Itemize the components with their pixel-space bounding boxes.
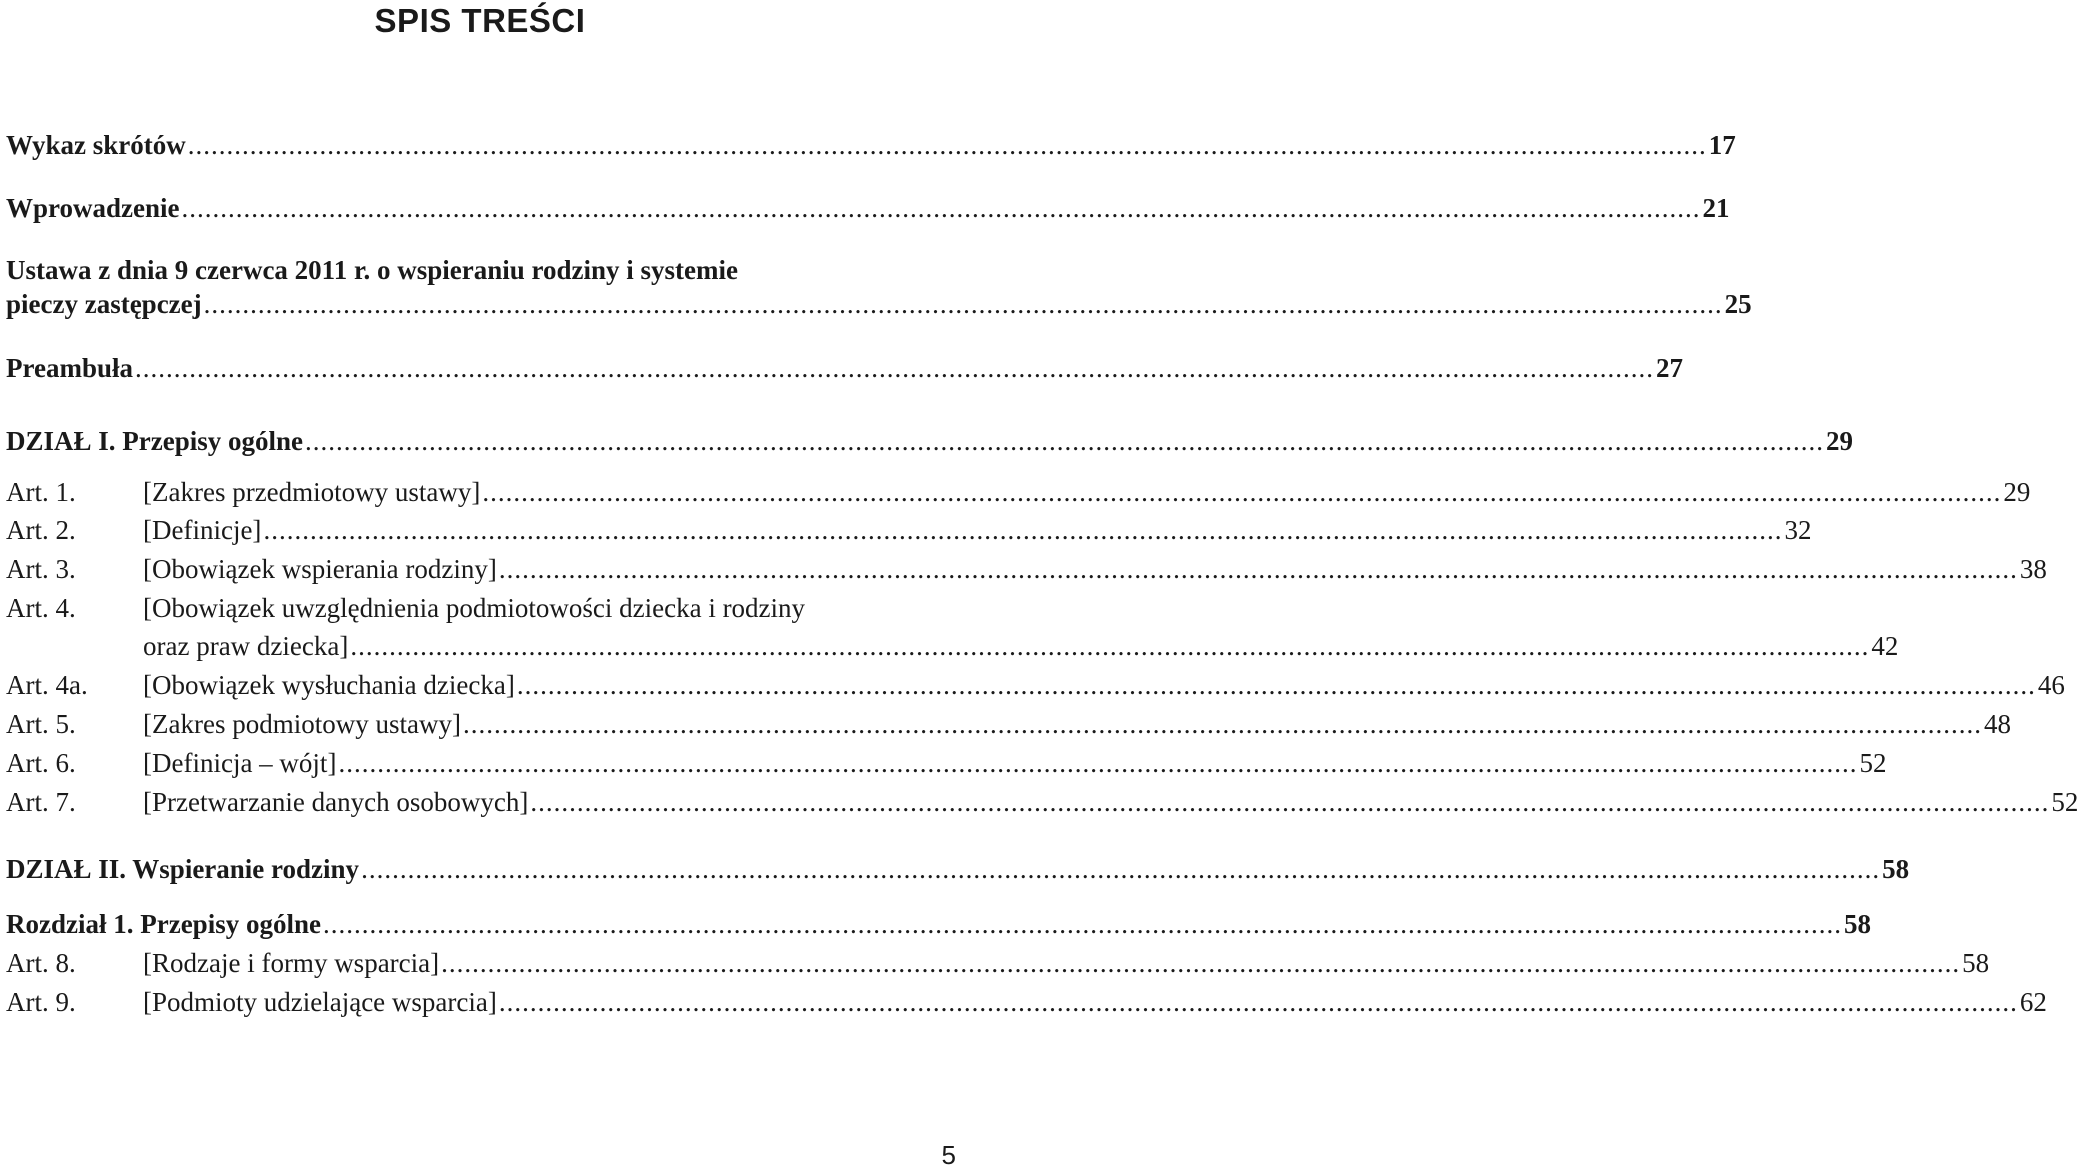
toc-entry[interactable] xyxy=(6,128,1736,162)
toc-entry-page: 52 xyxy=(2051,787,2078,817)
toc-entry-text: oraz praw dziecka] xyxy=(143,631,349,661)
toc-entry[interactable] xyxy=(143,629,1899,663)
toc-entry[interactable] xyxy=(6,907,1871,941)
toc-entry-page: 29 xyxy=(1826,426,1853,456)
toc-entry-text: [Podmioty udzielające wsparcia] xyxy=(143,987,497,1017)
toc-entry[interactable] xyxy=(6,746,1887,780)
toc-entry-text: Wprowadzenie xyxy=(6,193,180,223)
toc-entry-page: 21 xyxy=(1702,193,1730,223)
toc-leader: .................................................................................................................................................................................................... xyxy=(350,631,1870,661)
toc-entry-text: [Rodzaje i formy wsparcia] xyxy=(143,948,440,978)
toc-leader: .................................................................................................................................................................................................... xyxy=(187,130,1707,160)
toc-entry[interactable] xyxy=(6,424,1853,458)
toc-entry-page: 32 xyxy=(1784,515,1812,545)
toc-entry-number: Art. 4. xyxy=(6,593,76,623)
toc-entry-number: Art. 2. xyxy=(6,515,76,545)
toc-entry-text: Rozdział 1. Przepisy ogólne xyxy=(6,909,321,939)
toc-leader: .................................................................................................................................................................................................... xyxy=(498,554,2018,584)
toc-entry-text: pieczy zastępczej xyxy=(6,289,202,319)
toc-leader: .................................................................................................................................................................................................... xyxy=(462,709,1982,739)
toc-leader: .................................................................................................................................................................................................... xyxy=(203,289,1723,319)
toc-leader: .................................................................................................................................................................................................... xyxy=(181,193,1701,223)
page-title: SPIS TREŚCI xyxy=(374,2,586,39)
toc-entry-page: 29 xyxy=(2003,477,2031,507)
toc-entry-number: Art. 3. xyxy=(6,554,76,584)
toc-entry-text: [Definicja – wójt] xyxy=(143,748,337,778)
toc-entry-number: Art. 5. xyxy=(6,709,76,739)
toc-entry-page: 58 xyxy=(1882,854,1910,884)
toc-leader: .................................................................................................................................................................................................... xyxy=(305,426,1824,456)
toc-entry[interactable] xyxy=(6,191,1730,225)
toc-leader: .................................................................................................................................................................................................... xyxy=(361,854,1881,884)
toc-entry-first-line xyxy=(6,591,958,625)
toc-entry-text: [Obowiązek wspierania rodziny] xyxy=(143,554,497,584)
toc-leader: .................................................................................................................................................................................................... xyxy=(135,353,1654,383)
toc-entry-number: Art. 1. xyxy=(6,477,76,507)
toc-entry-number: Art. 6. xyxy=(6,748,76,778)
toc-entry-page: 52 xyxy=(1859,748,1887,778)
toc-leader: .................................................................................................................................................................................................... xyxy=(482,477,2002,507)
toc-entry[interactable] xyxy=(6,668,2065,702)
toc-entry-page: 17 xyxy=(1708,130,1736,160)
toc-leader: .................................................................................................................................................................................................... xyxy=(441,948,1961,978)
toc-entry-text: [Zakres podmiotowy ustawy] xyxy=(143,709,461,739)
toc-entry[interactable] xyxy=(6,852,1910,886)
toc-entry-text-line1: [Obowiązek uwzględnienia podmiotowości dziecka i rodziny xyxy=(143,593,806,623)
toc-entry[interactable] xyxy=(6,785,2078,819)
toc-entry-number: Art. 7. xyxy=(6,787,76,817)
toc-entry-page: 46 xyxy=(2037,670,2065,700)
toc-leader: .................................................................................................................................................................................................... xyxy=(338,748,1858,778)
toc-entry-text: Wykaz skrótów xyxy=(6,130,186,160)
toc-entry-page: 27 xyxy=(1656,353,1683,383)
toc-entry-text: [Zakres przedmiotowy ustawy] xyxy=(143,477,481,507)
toc-entry-text: [Przetwarzanie danych osobowych] xyxy=(143,787,529,817)
toc-entry-text: DZIAŁ I. Przepisy ogólne xyxy=(6,426,303,456)
toc-entry-text: [Definicje] xyxy=(143,515,262,545)
toc-entry-page: 58 xyxy=(1843,909,1871,939)
toc-entry[interactable] xyxy=(6,707,2011,741)
toc-entry-text: [Obowiązek wysłuchania dziecka] xyxy=(143,670,515,700)
toc-entry[interactable] xyxy=(6,351,1683,385)
toc-entry[interactable] xyxy=(6,552,2047,586)
toc-leader: .................................................................................................................................................................................................... xyxy=(263,515,1783,545)
toc-entry-number: Art. 8. xyxy=(6,948,76,978)
toc-entry-page: 48 xyxy=(1983,709,2011,739)
toc-entry-page: 58 xyxy=(1962,948,1990,978)
toc-leader: .................................................................................................................................................................................................... xyxy=(530,787,2050,817)
toc-entry-text: Preambuła xyxy=(6,353,133,383)
toc-leader: .................................................................................................................................................................................................... xyxy=(322,909,1842,939)
toc-entry[interactable] xyxy=(6,287,1752,321)
toc-entry[interactable] xyxy=(6,475,2031,509)
toc-entry[interactable] xyxy=(6,985,2047,1019)
toc-entry-text: DZIAŁ II. Wspieranie rodziny xyxy=(6,854,360,884)
toc-entry-page: 62 xyxy=(2019,987,2047,1017)
toc-entry-page: 38 xyxy=(2019,554,2047,584)
toc-leader: .................................................................................................................................................................................................... xyxy=(498,987,2018,1017)
toc-leader: .................................................................................................................................................................................................... xyxy=(516,670,2036,700)
toc-entry[interactable] xyxy=(6,513,1812,547)
toc-entry-page: 25 xyxy=(1724,289,1752,319)
toc-entry-page: 42 xyxy=(1871,631,1899,661)
toc-entry-text-line1: Ustawa z dnia 9 czerwca 2011 r. o wspieraniu rodziny i systemie xyxy=(6,255,738,285)
toc-entry-number: Art. 4a. xyxy=(6,670,88,700)
toc-entry-number: Art. 9. xyxy=(6,987,76,1017)
page-number: 5 xyxy=(941,1140,956,1170)
toc-entry[interactable] xyxy=(6,946,1990,980)
